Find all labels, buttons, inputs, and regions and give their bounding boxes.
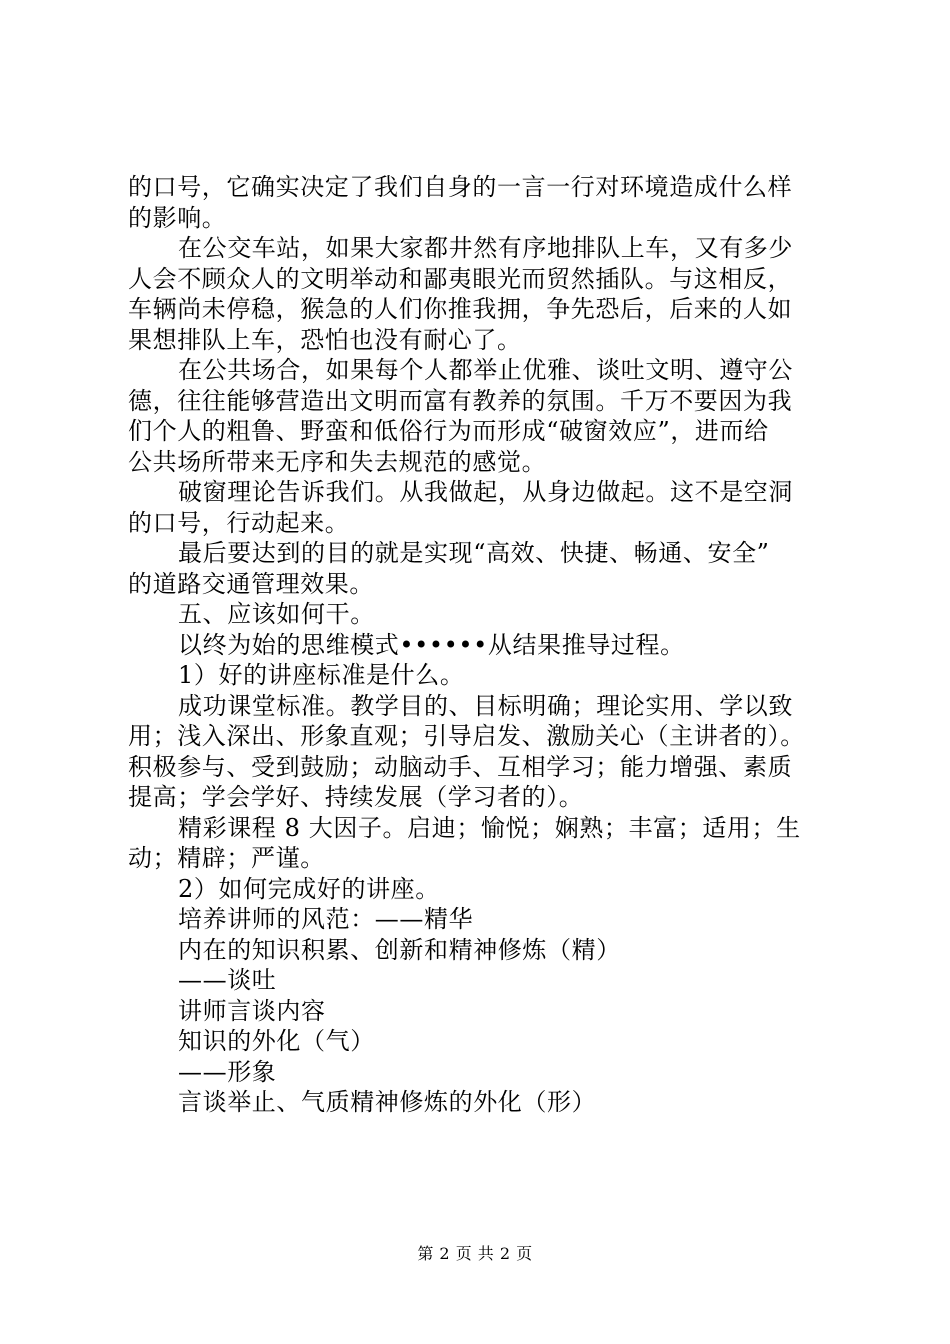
text-line: 提高；学会学好、持续发展（学习者的）。 xyxy=(128,783,584,811)
text-line: ——谈吐 xyxy=(178,966,277,994)
text-line: 1）好的讲座标准是什么。 xyxy=(178,661,465,689)
text-line: 的口号，行动起来。 xyxy=(128,508,350,537)
text-line: 言谈举止、气质精神修炼的外化（形） xyxy=(178,1088,597,1116)
text-line: 精彩课程 8 大因子。启迪；愉悦；娴熟；丰富；适用；生 xyxy=(178,813,801,842)
text-line: ——形象 xyxy=(178,1057,277,1086)
text-line: 内在的知识积累、创新和精神修炼（精） xyxy=(178,935,621,964)
text-line: 培养讲师的风范：——精华 xyxy=(178,905,474,933)
text-line: 在公交车站，如果大家都井然有序地排队上车，又有多少 xyxy=(178,234,793,262)
text-line: 的口号，它确实决定了我们自身的一言一行对环境造成什么样 xyxy=(128,173,793,201)
text-line: 积极参与、受到鼓励；动脑动手、互相学习；能力增强、素质 xyxy=(128,752,793,781)
text-line: 车辆尚未停稳，猴急的人们你推我拥，争先恐后，后来的人如 xyxy=(128,295,793,323)
text-line: 德，往往能够营造出文明而富有教养的氛围。千万不要因为我 xyxy=(128,386,793,415)
text-line: 果想排队上车，恐怕也没有耐心了。 xyxy=(128,325,522,354)
text-line: 破窗理论告诉我们。从我做起，从身边做起。这不是空洞 xyxy=(178,478,793,506)
text-line: 用；浅入深出、形象直观；引导启发、激励关心（主讲者的）。 xyxy=(128,722,805,750)
text-line: 公共场所带来无序和失去规范的感觉。 xyxy=(128,447,547,476)
page-footer: 第 2 页 共 2 页 xyxy=(417,1244,533,1263)
body-text xyxy=(128,172,838,1118)
text-line: 动；精辟；严谨。 xyxy=(128,844,325,872)
text-line: 人会不顾众人的文明举动和鄙夷眼光而贸然插队。与这相反， xyxy=(128,264,793,293)
text-line: 知识的外化（气） xyxy=(178,1027,375,1055)
text-line: 以终为始的思维模式••••••从结果推导过程。 xyxy=(178,630,685,659)
text-line: 讲师言谈内容 xyxy=(178,996,326,1025)
text-line: 在公共场合，如果每个人都举止优雅、谈吐文明、遵守公 xyxy=(178,356,793,384)
text-line: 的影响。 xyxy=(128,203,227,232)
text-line: 成功课堂标准。教学目的、目标明确；理论实用、学以致 xyxy=(178,691,793,720)
text-line: 的道路交通管理效果。 xyxy=(128,569,374,598)
text-line: 们个人的粗鲁、野蛮和低俗行为而形成“破窗效应”，进而给 xyxy=(128,417,769,445)
text-line: 最后要达到的目的就是实现“高效、快捷、畅通、安全” xyxy=(178,539,770,567)
text-line: 2）如何完成好的讲座。 xyxy=(178,874,440,903)
text-line: 五、应该如何干。 xyxy=(178,600,375,628)
